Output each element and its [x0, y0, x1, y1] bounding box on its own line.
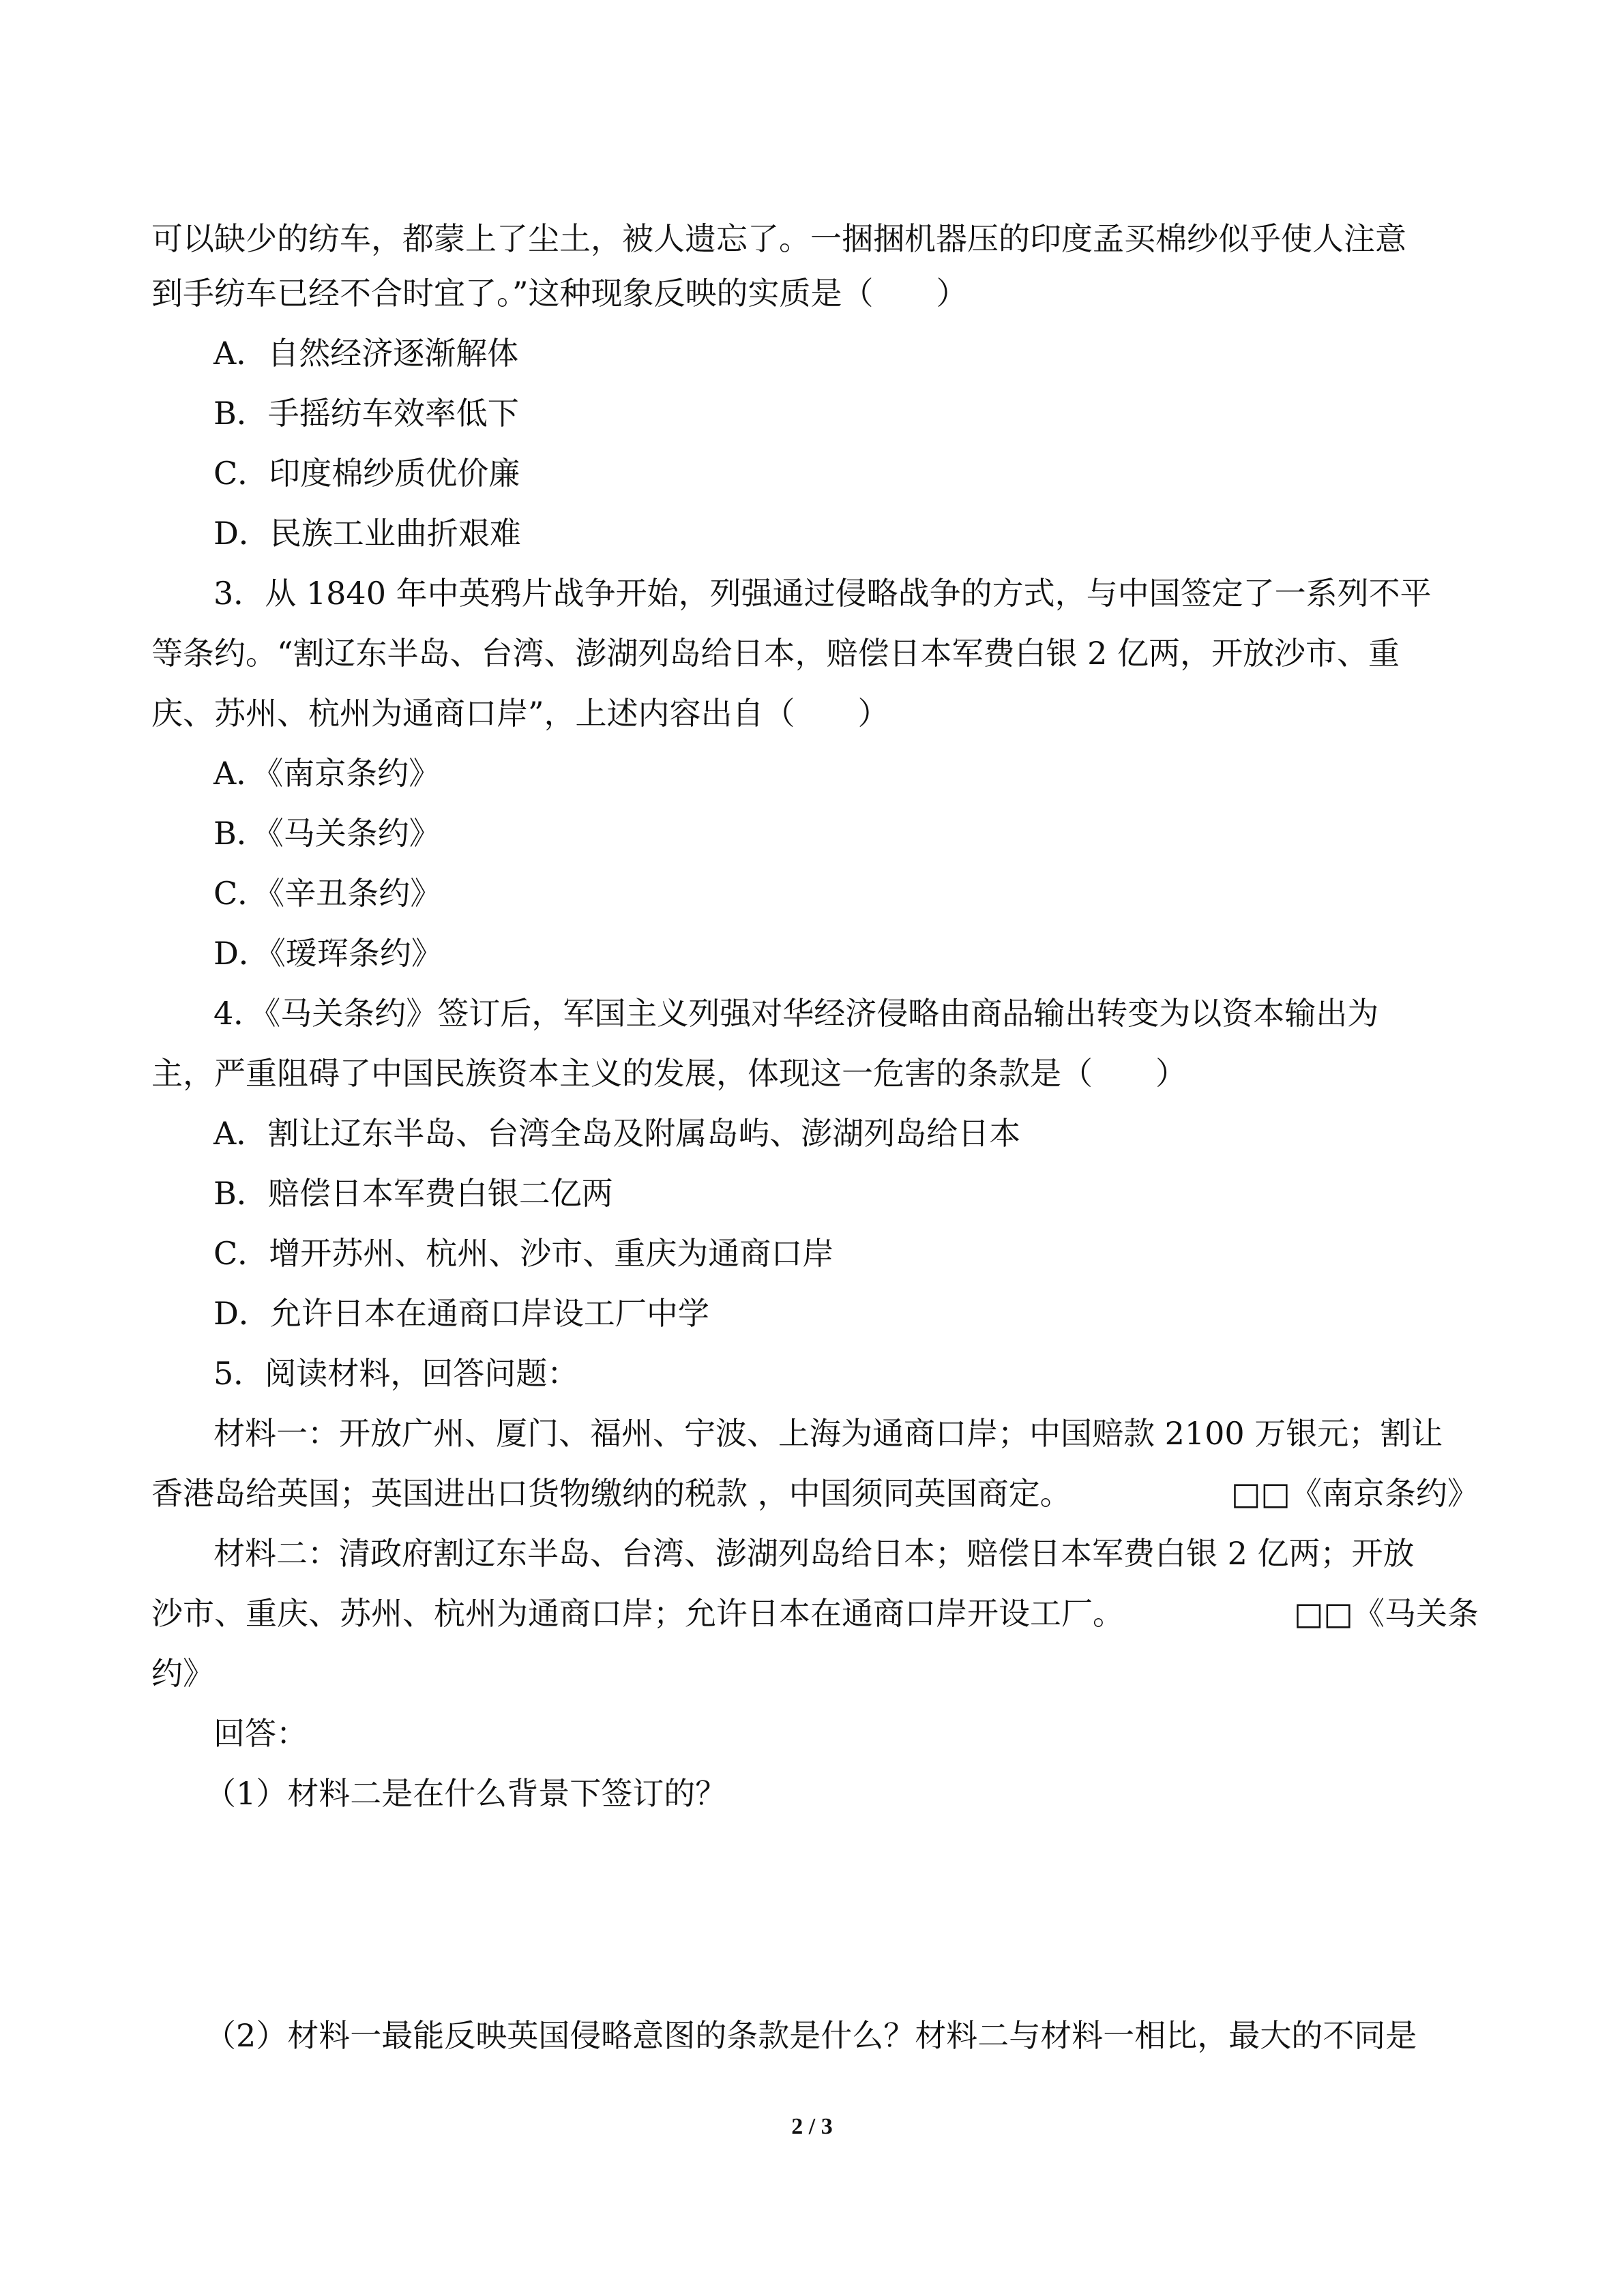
q2-option-d: D．民族工业曲折艰难 [213, 515, 521, 552]
q3-stem-line-1: 3．从 1840 年中英鸦片战争开始，列强通过侵略战争的方式，与中国签定了一系列不平 [213, 575, 1432, 612]
q4-option-a: A．割让辽东半岛、台湾全岛及附属岛屿、澎湖列岛给日本 [213, 1115, 1021, 1152]
q4-stem-line-1: 4．《马关条约》签订后，军国主义列强对华经济侵略由商品输出转变为以资本输出为 [213, 995, 1379, 1032]
q5-material-1-text: 香港岛给英国；英国进出口货物缴纳的税款 ，中国须同英国商定。 [151, 1475, 1072, 1512]
q5-material-1-line-1: 材料一：开放广州、厦门、福州、宁波、上海为通商口岸；中国赔款 2100 万银元；割让 [213, 1415, 1443, 1452]
q5-intro: 5．阅读材料，回答问题： [213, 1355, 579, 1392]
q3-option-d: D．《瑷珲条约》 [213, 935, 443, 972]
q5-material-2-text: 沙市、重庆、苏州、杭州为通商口岸；允许日本在通商口岸开设工厂。 [151, 1595, 1124, 1632]
q2-continuation-line-2: 到手纺车已经不合时宜了。”这种现象反映的实质是（ ） [151, 275, 968, 312]
q5-sub-question-1: （1）材料二是在什么背景下签订的？ [205, 1775, 727, 1812]
q3-stem-line-3: 庆、苏州、杭州为通商口岸”，上述内容出自（ ） [151, 695, 889, 732]
q2-continuation-line-1: 可以缺少的纺车，都蒙上了尘土，被人遗忘了。一捆捆机器压的印度孟买棉纱似乎使人注意 [151, 220, 1406, 257]
q5-material-2-line-1: 材料二：清政府割辽东半岛、台湾、澎湖列岛给日本；赔偿日本军费白银 2 亿两；开放 [213, 1535, 1415, 1572]
page-number: 2 / 3 [791, 2114, 833, 2139]
q3-option-b: B．《马关条约》 [213, 815, 441, 852]
q5-answer-label: 回答： [213, 1715, 308, 1752]
q4-option-c: C．增开苏州、杭州、沙市、重庆为通商口岸 [213, 1235, 834, 1272]
q5-material-2-line-3: 约》 [151, 1655, 214, 1692]
q5-material-1-line-2 [151, 1473, 1479, 1514]
q3-option-c: C．《辛丑条约》 [213, 875, 442, 912]
q2-option-a: A．自然经济逐渐解体 [213, 335, 519, 372]
q5-material-1-source: □□《南京条约》 [1231, 1475, 1479, 1512]
q3-option-a: A．《南京条约》 [213, 755, 441, 792]
q5-material-2-line-2 [151, 1593, 1479, 1634]
q5-material-2-source: □□《马关条 [1294, 1595, 1479, 1632]
q4-option-d: D．允许日本在通商口岸设工厂中学 [213, 1295, 709, 1332]
q3-stem-line-2: 等条约。“割辽东半岛、台湾、澎湖列岛给日本，赔偿日本军费白银 2 亿两，开放沙市、重 [151, 635, 1400, 672]
q4-stem-line-2: 主，严重阻碍了中国民族资本主义的发展，体现这一危害的条款是（ ） [151, 1055, 1187, 1092]
q2-option-c: C．印度棉纱质优价廉 [213, 455, 520, 492]
q5-sub-question-2: （2）材料一最能反映英国侵略意图的条款是什么？材料二与材料一相比，最大的不同是 [205, 2017, 1417, 2054]
q4-option-b: B．赔偿日本军费白银二亿两 [213, 1175, 613, 1212]
q2-option-b: B．手摇纺车效率低下 [213, 395, 519, 432]
